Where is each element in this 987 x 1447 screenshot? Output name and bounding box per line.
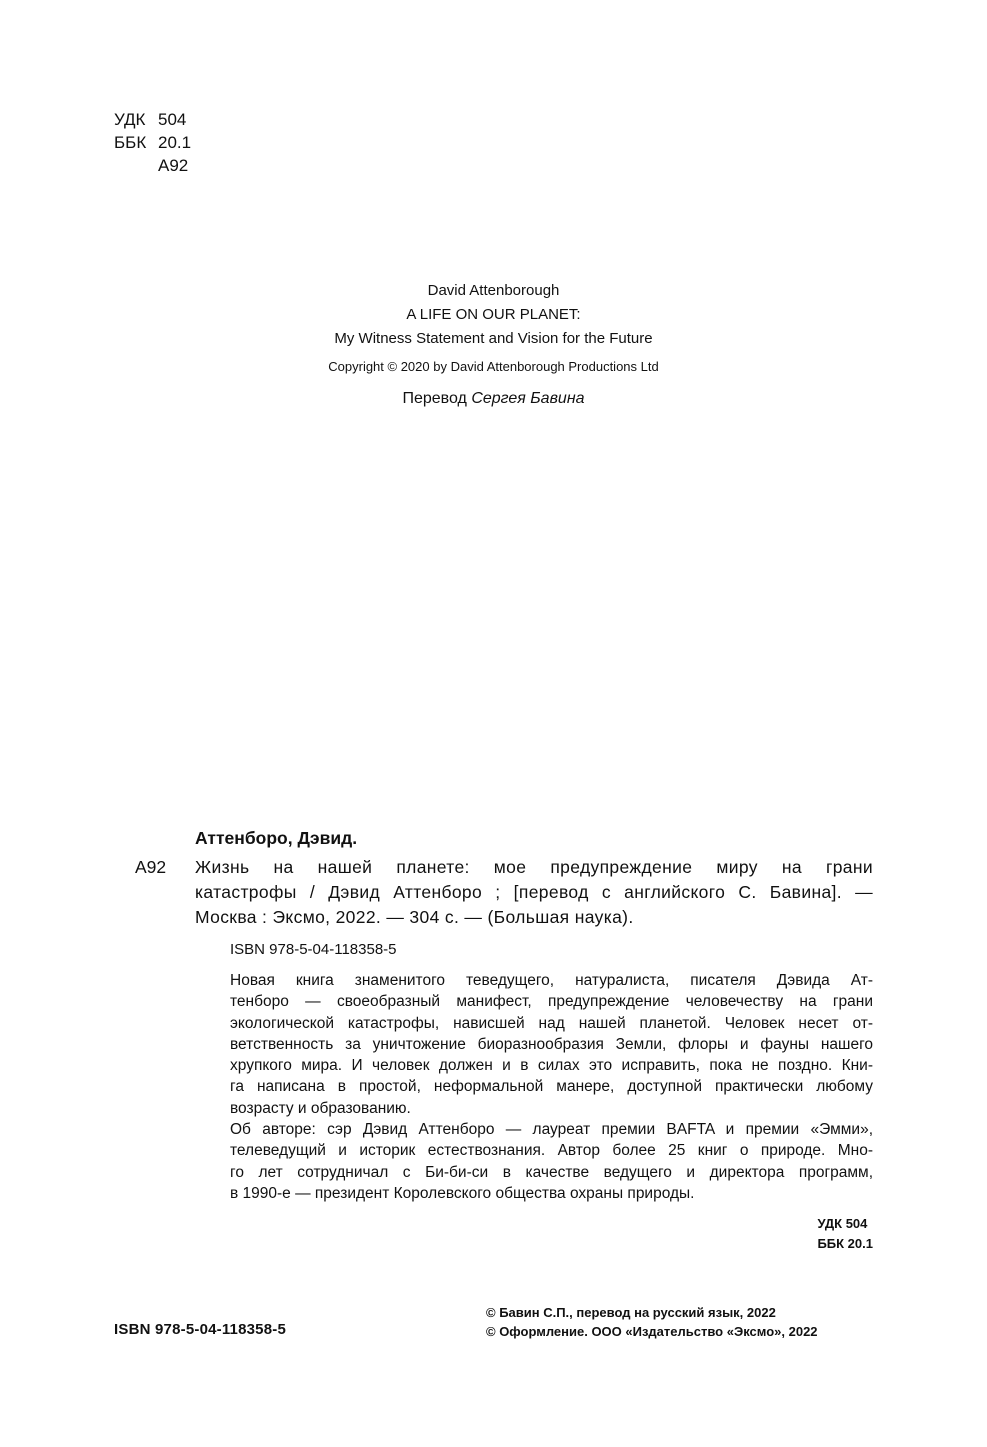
- annotation-line: тенборо — своеобразный манифест, предупреждение человечеству на грани: [230, 993, 873, 1011]
- card-author-mark: А92: [135, 857, 167, 877]
- bottom-isbn: ISBN 978-5-04-118358-5: [114, 1321, 287, 1338]
- udk-row: [114, 108, 191, 131]
- about-author-line: в 1990-е — президент Королевского общества охраны природы.: [230, 1184, 695, 1202]
- annotation-line: га написана в простой, неформальной манере, доступной практически любому: [230, 1078, 873, 1096]
- annotation-line: ветственность за уничтожение биоразнообразия Земли, флоры и фауны нашего: [230, 1035, 873, 1053]
- biblio-line: катастрофы / Дэвид Аттенборо ; [перевод с английского С. Бавина]. —: [195, 882, 873, 902]
- card-bibliographic-description: [195, 855, 873, 930]
- annotation-line: возрасту и образованию.: [230, 1099, 411, 1117]
- copyright-translation: © Бавин С.П., перевод на русский язык, 2022: [486, 1305, 776, 1320]
- card-author-heading: Аттенборо, Дэвид.: [195, 828, 358, 848]
- author-mark-top: А92: [158, 156, 189, 175]
- bottom-copyrights: [486, 1303, 818, 1341]
- original-title: A LIFE ON OUR PLANET:: [406, 306, 581, 323]
- about-author-line: го лет сотрудничал с Би-би-си в качестве ведущего и директора программ,: [230, 1163, 873, 1181]
- original-subtitle: My Witness Statement and Vision for the Future: [334, 330, 653, 347]
- udk-value: 504: [158, 110, 187, 129]
- annotation-line: экологической катастрофы, нависшей над нашей планетой. Человек несет от-: [230, 1014, 873, 1032]
- udk-label: УДК: [114, 110, 146, 129]
- original-edition-info: [0, 279, 987, 411]
- annotation-line: Новая книга знаменитого теведущего, натуралиста, писателя Дэвида Ат-: [230, 972, 873, 989]
- card-annotation: [230, 970, 873, 1204]
- bbk-row: [114, 131, 191, 154]
- about-author-line: Об авторе: сэр Дэвид Аттенборо — лауреат премии BAFTA и премии «Эмми»,: [230, 1121, 873, 1139]
- about-author-line: телеведущий и историк естествознания. Автор более 25 книг о природе. Мно-: [230, 1142, 873, 1160]
- translation-credit: [0, 387, 987, 411]
- bbk-value: 20.1: [158, 133, 192, 152]
- biblio-line: Москва : Эксмо, 2022. — 304 с. — (Большая наука).: [195, 907, 634, 927]
- copyright-design: © Оформление. ООО «Издательство «Эксмо», 2022: [486, 1324, 818, 1339]
- bottom-udk: УДК 504: [817, 1216, 868, 1231]
- bbk-label: ББК: [114, 133, 147, 152]
- bottom-classification-codes: [817, 1214, 873, 1254]
- bottom-bbk: ББК 20.1: [817, 1236, 873, 1251]
- card-isbn: ISBN 978-5-04-118358-5: [230, 941, 397, 958]
- annotation-line: хрупкого мира. И человек должен и в силах это исправить, пока не поздно. Кни-: [230, 1057, 873, 1075]
- original-copyright: Copyright © 2020 by David Attenborough Productions Ltd: [328, 359, 659, 374]
- translator-name: Сергея Бавина: [471, 390, 585, 407]
- translation-prefix: Перевод: [402, 390, 467, 407]
- top-classification-codes: [114, 108, 191, 177]
- biblio-line: Жизнь на нашей планете: мое предупреждение миру на грани: [195, 857, 873, 877]
- original-author: David Attenborough: [427, 282, 560, 299]
- author-mark-row: [114, 154, 191, 177]
